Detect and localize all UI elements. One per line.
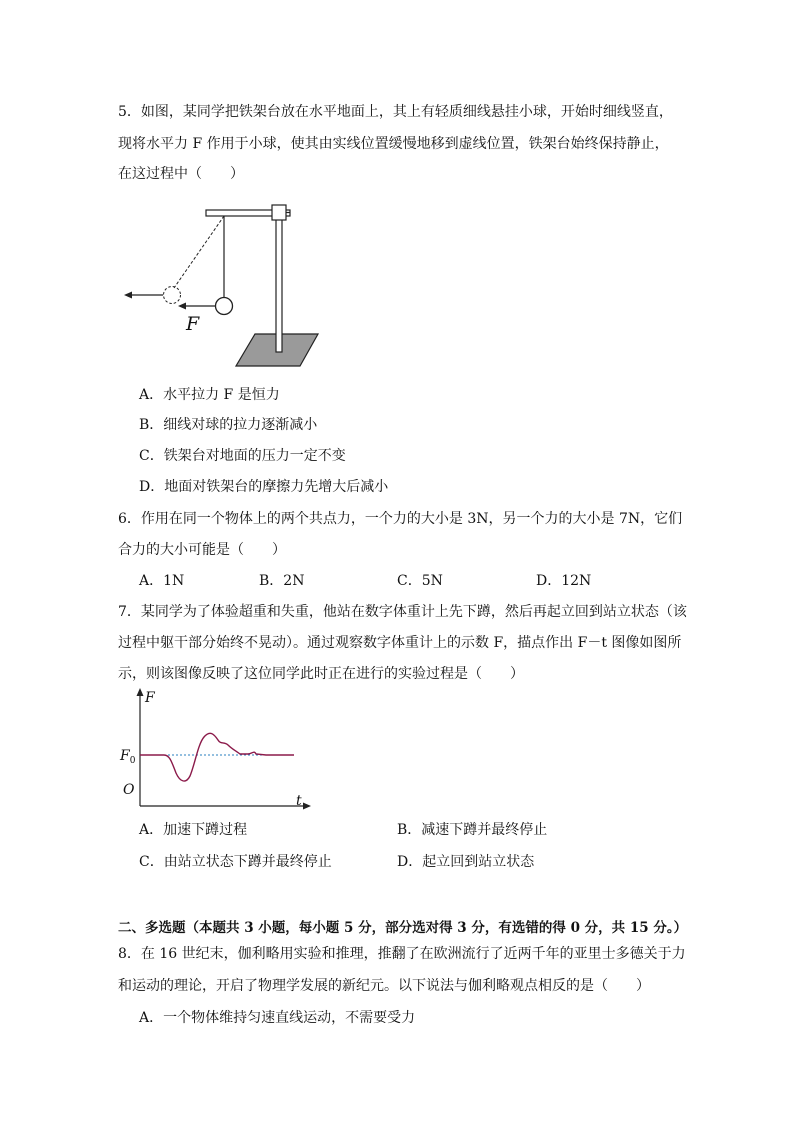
q5-option-d: D．地面对铁架台的摩擦力先增大后减小 (139, 479, 389, 495)
q5-stem-line-2: 现将水平力 F 作用于小球，使其由实线位置缓慢地移到虚线位置，铁架台始终保持静止， (118, 136, 669, 152)
section-heading-multiple-choice: 二、多选题（本题共 3 小题，每小题 5 分，部分选对得 3 分，有选错的得 0 分，共 15 分。） (118, 920, 688, 936)
q7-option-c: C．由站立状态下蹲并最终停止 (139, 854, 332, 870)
ball-dashed (164, 287, 181, 304)
q7-stem-line-1: 7．某同学为了体验超重和失重，他站在数字体重计上先下蹲，然后再起立回到站立状态（该 (118, 604, 687, 620)
q6-option-b: B．2N (259, 573, 305, 589)
q5-option-a: A．水平拉力 F 是恒力 (139, 387, 280, 403)
q5-stem-line-3: 在这过程中（ ） (118, 166, 244, 182)
q6-option-c: C．5N (397, 573, 443, 589)
q7-stem-line-3: 示，则该图像反映了这位同学此时正在进行的实验过程是（ ） (118, 666, 524, 682)
q5-stem-line-1: 5．如图，某同学把铁架台放在水平地面上，其上有轻质细线悬挂小球，开始时细线竖直， (118, 104, 673, 120)
iron-stand-figure (118, 196, 328, 371)
origin-label: O (123, 782, 135, 798)
q8-stem-line-2: 和运动的理论，开启了物理学发展的新纪元。以下说法与伽利略观点相反的是（ ） (118, 978, 650, 994)
force-curve (140, 733, 294, 781)
q7-stem-line-2: 过程中躯干部分始终不晃动）。通过观察数字体重计上的示数 F，描点作出 F－t 图像如图所 (118, 635, 682, 651)
y-axis-label: F (145, 690, 155, 706)
ball-solid (216, 298, 233, 315)
f-t-graph (118, 688, 313, 810)
q7-option-b: B．减速下蹲并最终停止 (397, 822, 548, 838)
q6-option-d: D．12N (536, 573, 592, 589)
q7-option-d: D．起立回到站立状态 (397, 854, 535, 870)
string-dashed (174, 216, 224, 288)
f0-label: $F_0$ (120, 748, 136, 766)
force-label: F (186, 313, 200, 335)
q6-stem-line-2: 合力的大小可能是（ ） (118, 542, 286, 558)
stand-clamp (272, 205, 286, 220)
q5-option-c: C．铁架台对地面的压力一定不变 (139, 448, 346, 464)
q8-option-a: A．一个物体维持匀速直线运动，不需要受力 (139, 1010, 416, 1026)
q6-stem-line-1: 6．作用在同一个物体上的两个共点力，一个力的大小是 3N，另一个力的大小是 7N，它们 (118, 511, 683, 527)
q8-stem-line-1: 8．在 16 世纪末，伽利略用实验和推理，推翻了在欧洲流行了近两千年的亚里士多德关于力 (118, 946, 686, 962)
q5-option-b: B．细线对球的拉力逐渐减小 (139, 417, 318, 433)
q6-option-a: A．1N (139, 573, 185, 589)
x-axis-label: t (296, 793, 302, 809)
stand-vertical-rod (276, 208, 282, 352)
q7-option-a: A．加速下蹲过程 (139, 822, 248, 838)
